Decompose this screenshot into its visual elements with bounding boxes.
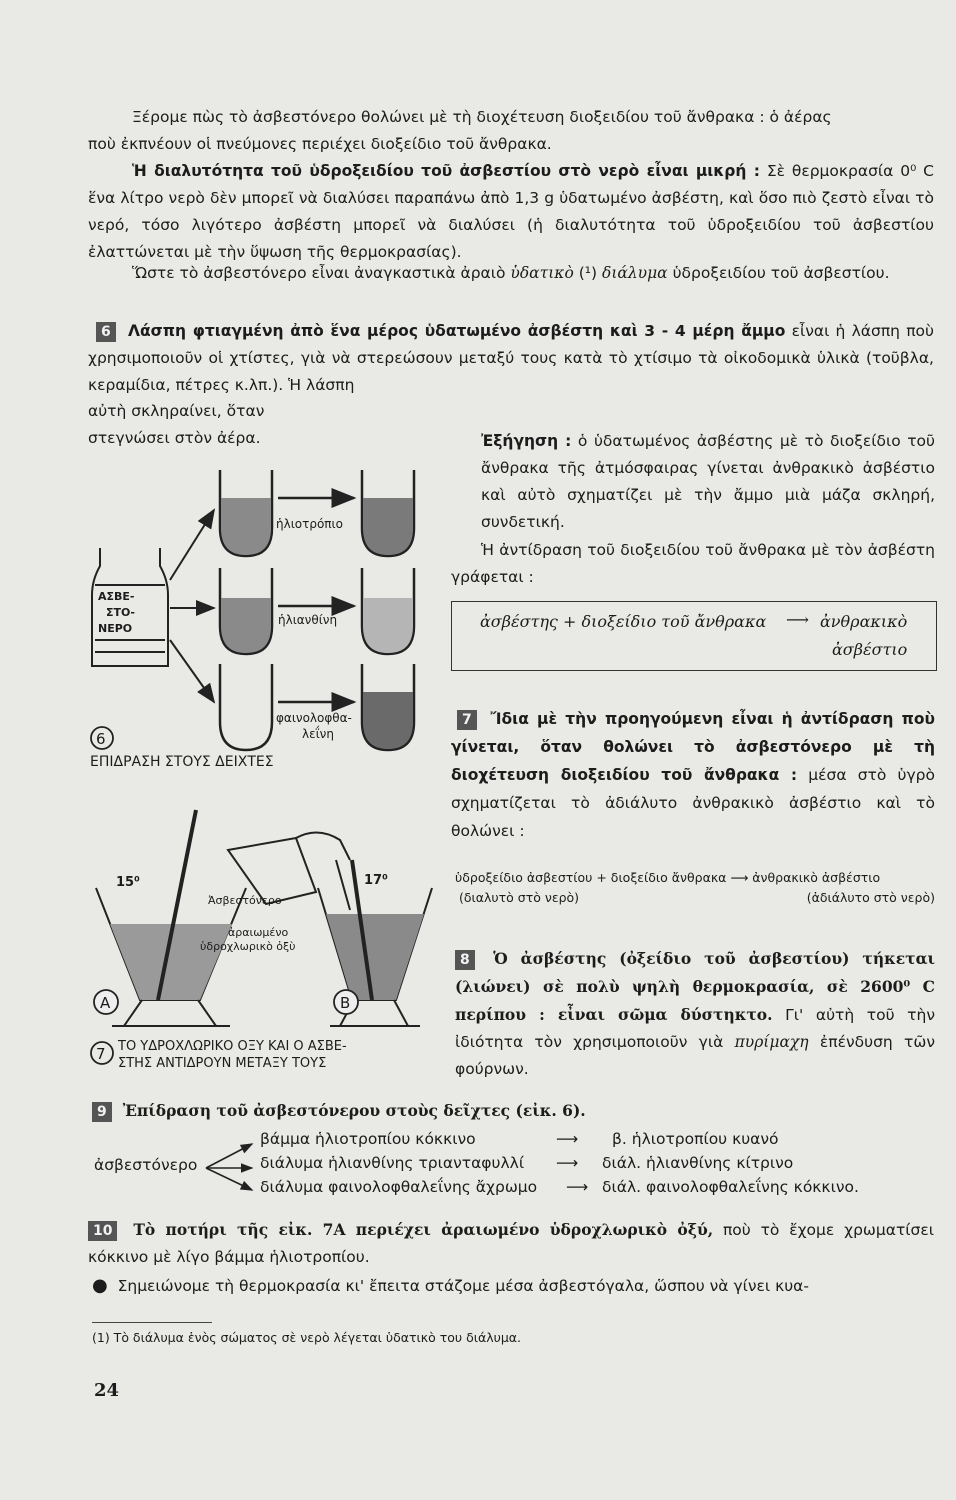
- section-7-text: μέσα στὸ ὑγρὸ σχηματίζεται τὸ ἀδιάλυτο ἀνθρακικὸ ἀσβέστιο καὶ τὸ θολώνει :: [451, 766, 935, 840]
- section-number-7: 7: [457, 710, 477, 730]
- tube-pair-methyl-orange: [220, 568, 414, 654]
- figure-6-caption: ΕΠΙΔΡΑΣΗ ΣΤΟΥΣ ΔΕΙΧΤΕΣ: [90, 754, 274, 770]
- section-7-eq-left: (διαλυτὸ στὸ νερὸ): [459, 890, 580, 905]
- intro-line-1: Ξέρομε πὼς τὸ ἀσβεστόνερο θολώνει μὲ τὴ διοχέτευση διοξειδίου τοῦ ἄνθρακα : ὁ ἀέρας: [132, 108, 832, 126]
- bottle-label-1: ΑΣΒΕ-: [98, 590, 135, 603]
- section-8-text-a: Γι' αὐτὴ τοῦ τὴν ἰδιότητα τὸν χρησιμοποιοῦν γιὰ: [455, 1006, 935, 1051]
- explanation-text: ὁ ὑδατωμένος ἀσβέστης μὲ τὸ διοξείδιο τοῦ ἄνθρακα τῆς ἀτμόσφαιρας γίνεται ἀνθρακικὸ ἀσβέστιο καὶ αὐτὸ σχηματίζει μὲ τὴν ἄμμο μιὰ μάζα σκληρή, συνδετική.: [481, 432, 935, 531]
- glass-a: [96, 810, 246, 1026]
- solution-term: διάλυμα: [601, 264, 668, 282]
- bullet-dot: ●: [92, 1275, 108, 1296]
- label-acid-2: ὑδροχλωρικὸ ὀξὺ: [200, 940, 296, 953]
- label-limewater: Ἀσβεστόνερο: [208, 894, 282, 907]
- section-9-heading-line: [92, 1097, 934, 1125]
- explanation-paragraph: [481, 428, 935, 536]
- section-10-heading: Τὸ ποτήρι τῆς εἰκ. 7Α περιέχει ἀραιωμένο ὑδροχλωρικὸ ὀξύ,: [133, 1220, 714, 1239]
- section-10-text: ποὺ τὸ ἔχομε χρωματίσει κόκκινο μὲ λίγο βάμμα ἡλιοτροπίου.: [88, 1221, 934, 1266]
- section-number-8: 8: [455, 950, 475, 970]
- indicator-methyl-orange: ἡλιανθίνη: [278, 613, 338, 627]
- section-7-paragraph: [451, 705, 935, 845]
- intro-line-2: ποὺ ἐκπνέουν οἱ πνεύμονες περιέχει διοξείδιο τοῦ ἄνθρακα.: [88, 135, 552, 153]
- section-7-heading: Ἴδια μὲ τὴν προηγούμενη εἶναι ἡ ἀντίδραση ποὺ γίνεται, ὅταν θολώνει τὸ ἀσβεστόνερο μὲ τὴ διοχέτευση διοξειδίου τοῦ ἄνθρακα :: [451, 710, 935, 784]
- solubility-text: Σὲ θερμοκρασία 0⁰ C ἕνα λίτρο νερὸ δὲν μπορεῖ νὰ διαλύσει παραπάνω ἀπὸ 1,3 g ὑδατωμένο ἀσβέστη, καὶ ὅσο πιὸ ζεστὸ εἶναι τὸ νερό, τόσο λιγότερο ἀσβέστη μπορεῖ νὰ διαλύσει (ἡ διαλυτότητα τοῦ ὑδροξειδίου τοῦ ἀσβεστίου ἐλαττώνεται μὲ τὴν ὕψωση τῆς θερμοκρασίας).: [88, 162, 934, 261]
- row-1-arrow: ⟶: [556, 1130, 579, 1148]
- indicator-litmus: ἡλιοτρόπιο: [276, 517, 343, 531]
- section-10-paragraph: [88, 1216, 934, 1271]
- solubility-heading: Ἡ διαλυτότητα τοῦ ὑδροξειδίου τοῦ ἀσβεστίου στὸ νερὸ εἶναι μικρή :: [132, 162, 760, 180]
- label-acid-1: ἀραιωμένο: [228, 926, 289, 939]
- section-6-paragraph: [88, 318, 934, 399]
- temperature-a: 15⁰: [116, 875, 140, 890]
- section-8-paragraph: [455, 945, 935, 1083]
- branch-arrows: [202, 1132, 262, 1202]
- indicator-table: [92, 1130, 934, 1204]
- equation-arrow: ⟶: [786, 610, 809, 629]
- tube-pair-litmus: [220, 470, 414, 556]
- solubility-paragraph: [88, 158, 934, 266]
- section-8-text-b: ἐπένδυση τῶν φούρνων.: [455, 1033, 935, 1078]
- page-number: 24: [94, 1380, 120, 1401]
- equation-right-2: ἀσβέστιο: [832, 640, 908, 659]
- row-3-arrow: ⟶: [566, 1178, 589, 1196]
- section-9-heading: Ἐπίδραση τοῦ ἀσβεστόνερου στοὺς δεῖχτες (εἰκ. 6).: [122, 1101, 586, 1120]
- arrow-to-tube-3: [170, 640, 214, 702]
- row-1-from: βάμμα ἡλιοτροπίου κόκκινο: [260, 1130, 476, 1148]
- section-8-heading: Ὁ ἀσβέστης (ὀξείδιο τοῦ ἀσβεστίου) τήκεται (λιώνει) σὲ πολὺ ψηλὴ θερμοκρασία, σὲ 2600⁰ C περίπου : εἶναι σῶμα δύστηκτο.: [455, 949, 935, 1024]
- footnote-divider: [92, 1322, 212, 1323]
- row-3-from: διάλυμα φαινολοφθαλεΐνης ἄχρωμο: [260, 1178, 538, 1196]
- section-10-bullet: [92, 1272, 938, 1300]
- row-2-to: διάλ. ἡλιανθίνης κίτρινο: [602, 1154, 794, 1172]
- section-6-text-a: εἶναι ἡ λάσπη ποὺ χρησιμοποιοῦν οἱ χτίστες, γιὰ νὰ στερεώσουν μεταξύ τους κατὰ τὸ χτίσιμο τὰ οἰκοδομικὰ ὑλικὰ (τοῦβλα, κεραμίδια, πέτρες κ.λπ.). Ἡ λάσπη: [88, 322, 934, 394]
- footnote: (1) Τὸ διάλυμα ἑνὸς σώματος σὲ νερὸ λέγεται ὑδατικὸ του διάλυμα.: [92, 1330, 521, 1345]
- solubility-text2: Ὥστε τὸ ἀσβεστόνερο εἶναι ἀναγκαστικὰ ἀραιὸ: [132, 264, 506, 282]
- indicator-phenolphthalein-1: φαινολοφθα-: [276, 711, 352, 725]
- equation-right-1: ἀνθρακικὸ: [820, 612, 908, 631]
- figure-7-caption-2: ΣΤΗΣ ΑΝΤΙΔΡΟΥΝ ΜΕΤΑΞΥ ΤΟΥΣ: [118, 1056, 327, 1071]
- section-number-6: 6: [96, 322, 116, 342]
- figures-svg: [0, 440, 456, 1080]
- solubility-text2-end: ὑδροξειδίου τοῦ ἀσβεστίου.: [672, 264, 890, 282]
- bottle-label-3: ΝΕΡΟ: [98, 622, 133, 635]
- section-number-10: 10: [88, 1221, 117, 1241]
- figure-7-caption-1: ΤΟ ΥΔΡΟΧΛΩΡΙΚΟ ΟΞΥ ΚΑΙ Ο ΑΣΒΕ-: [118, 1039, 347, 1054]
- section-6-text-b: αὐτὴ σκληραίνει, ὅταν στεγνώσει στὸν ἀέρα.: [88, 402, 265, 447]
- glass-b-label: B: [340, 994, 351, 1012]
- refractory-term: πυρίμαχη: [734, 1033, 809, 1051]
- section-7-equation: [455, 868, 937, 908]
- section-number-9: 9: [92, 1102, 112, 1122]
- intro-paragraph: [88, 104, 934, 158]
- indicator-phenolphthalein-2: λεΐνη: [302, 727, 334, 741]
- glass-a-label: A: [100, 994, 111, 1012]
- figure-7-number: 7: [96, 1045, 106, 1063]
- equation-left: ἀσβέστης + διοξείδιο τοῦ ἄνθρακα: [480, 612, 767, 631]
- bullet-text: Σημειώνομε τὴ θερμοκρασία κι' ἔπειτα στάζομε μέσα ἀσβεστόγαλα, ὥσπου νὰ γίνει κυα-: [117, 1277, 809, 1295]
- aqueous-term: ὑδατικὸ: [510, 264, 574, 282]
- footnote-ref: (¹): [578, 264, 598, 282]
- section-7-eq-line-1: ὑδροξείδιο ἀσβεστίου + διοξείδιο ἄνθρακα ⟶ ἀνθρακικὸ ἀσβέστιο: [455, 870, 881, 885]
- figure-6-number: 6: [96, 730, 106, 748]
- reaction-intro: Ἡ ἀντίδραση τοῦ διοξειδίου τοῦ ἄνθρακα μὲ τὸν ἀσβέστη γράφεται :: [451, 541, 935, 586]
- row-3-to: διάλ. φαινολοφθαλεΐνης κόκκινο.: [602, 1178, 859, 1196]
- bottle-label-2: ΣΤΟ-: [106, 606, 135, 619]
- section-7-eq-right: (ἀδιάλυτο στὸ νερὸ): [806, 890, 935, 905]
- temperature-b: 17⁰: [364, 873, 388, 888]
- solubility-paragraph-2: [88, 260, 934, 287]
- limewater-label: ἀσβεστόνερο: [94, 1156, 198, 1174]
- row-2-from: διάλυμα ἡλιανθίνης τριανταφυλλί: [260, 1154, 525, 1172]
- row-1-to: β. ἡλιοτροπίου κυανό: [612, 1130, 779, 1148]
- section-6-heading: Λάσπη φτιαγμένη ἀπὸ ἕνα μέρος ὑδατωμένο ἀσβέστη καὶ 3 - 4 μέρη ἄμμο: [127, 322, 786, 340]
- equation-box: [451, 601, 937, 671]
- explanation-heading: Ἐξήγηση :: [481, 432, 572, 450]
- row-2-arrow: ⟶: [556, 1154, 579, 1172]
- arrow-to-tube-1: [170, 510, 214, 580]
